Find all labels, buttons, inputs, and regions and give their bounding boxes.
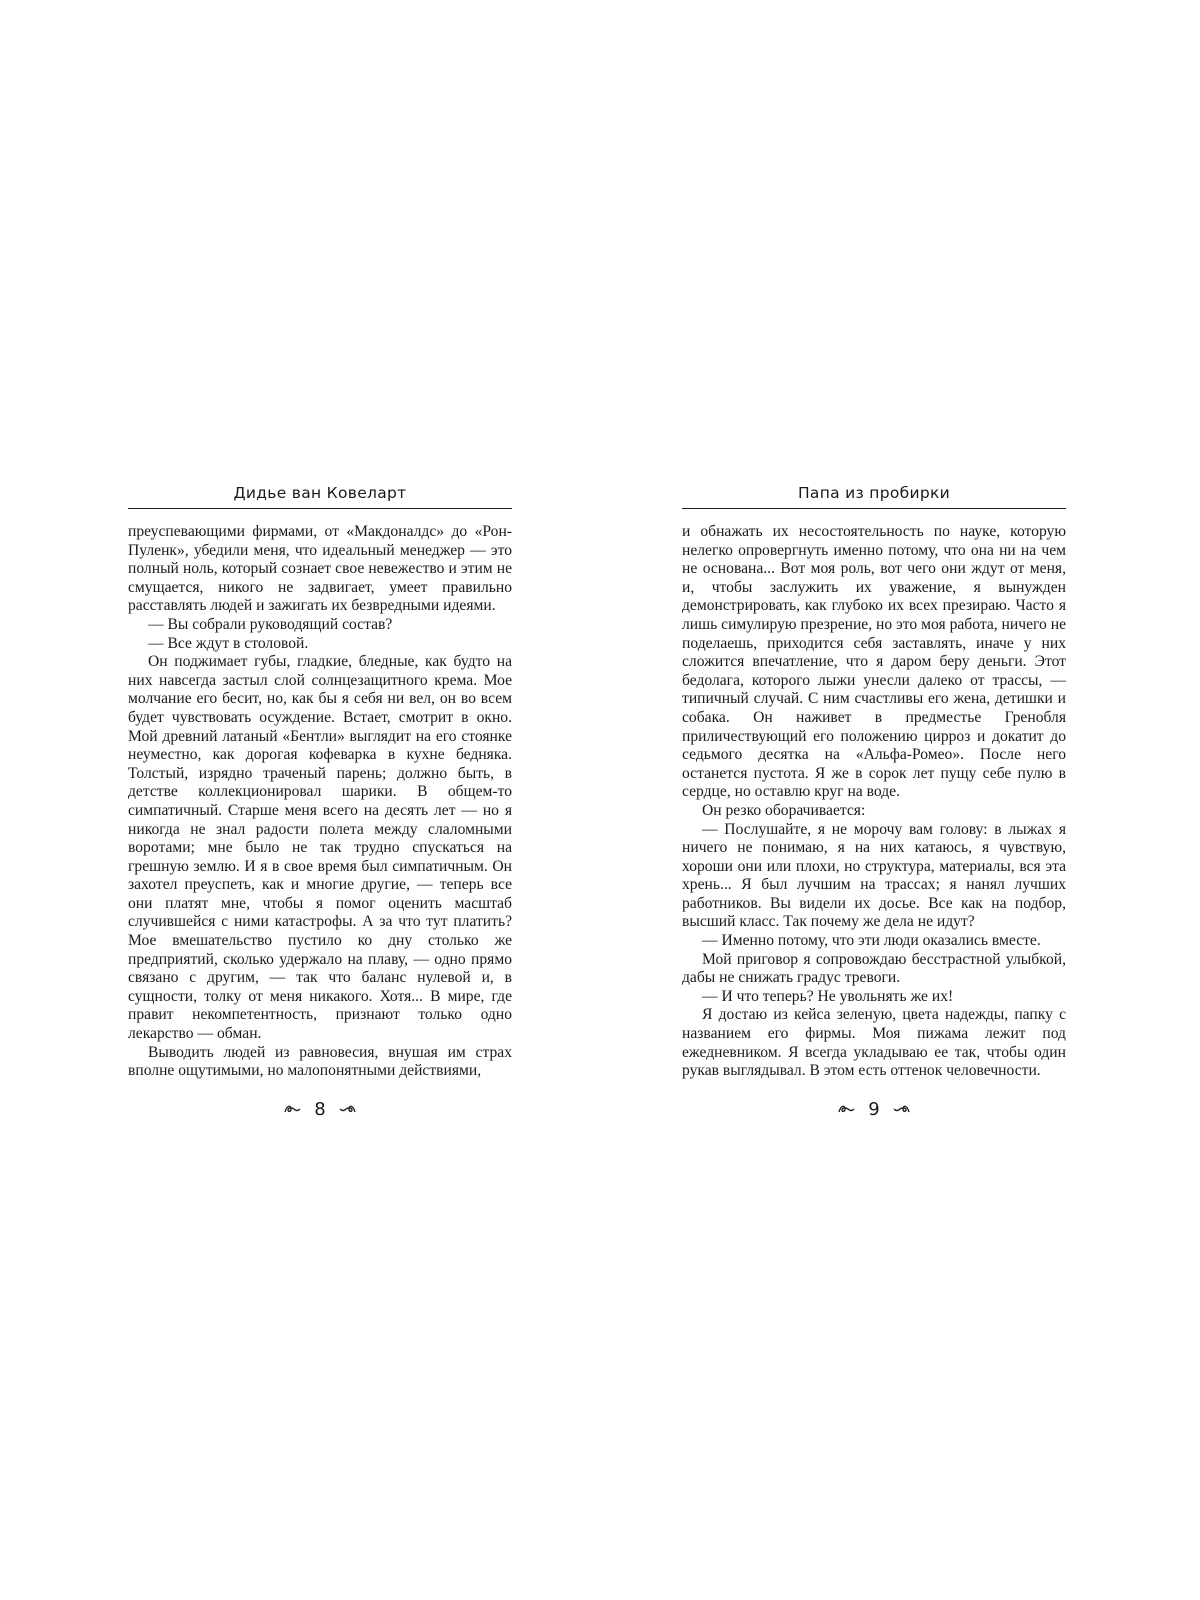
running-head-author: Дидье ван Ковеларт bbox=[233, 484, 407, 502]
page-body-text bbox=[682, 523, 1066, 1081]
paragraph: — И что теперь? Не увольнять же их! bbox=[702, 987, 954, 1005]
fleuron-left-icon bbox=[837, 1099, 855, 1121]
paragraph: Я достаю из кейса зеленую, цвета надежды, папку с названием его фирмы. Моя пижама лежит под ежедневником. Я всегда укладываю ее так, чтобы один рукав выглядывал. В этом есть оттенок человечности. bbox=[682, 1006, 1066, 1080]
paragraph: — Послушайте, я не морочу вам голову: в лыжах я ничего не понимаю, я на них катаюсь, я чувствую, хороши они или плохи, но структура, материалы, вся эта хрень... Я был лучшим на трассах; я нанял лучших работников. Вы видели их досье. Все как на подбор, высший класс. Так почему же дела не идут? bbox=[682, 820, 1066, 931]
paragraph: Мой приговор я сопровождаю бесстрастной улыбкой, дабы не снижать градус тревоги. bbox=[682, 950, 1066, 987]
page-body-text bbox=[128, 523, 512, 1081]
page-number: 9 bbox=[868, 1099, 880, 1120]
fleuron-right-icon bbox=[893, 1099, 911, 1121]
paragraph: Он поджимает губы, гладкие, бледные, как будто на них навсегда застыл слой солнцезащитного крема. Мое молчание его бесит, но, как бы я себя ни вел, он во всем будет чувствовать осуждение. Встает, смотрит в окно. Мой древний латаный «Бентли» выглядит на его стоянке неуместно, как дорогая кофеварка в кухне бедняка. Толстый, изрядно траченый парень; должно быть, в детстве коллекционировал шарики. В общем-то симпатичный. Старше меня всего на десять лет — но я никогда не знал радости полета между слаломными воротами; мне было не так трудно спускаться на грешную землю. И я в свое время был симпатичным. Он захотел преуспеть, как и многие другие, — теперь все они платят мне, чтобы я помог оценить масштаб случившейся с ними катастрофы. А за что тут платить? Мое вмешательство пустило ко дну столько же предприятий, сколько удержало на плаву, — одно прямо связано с другим, — так что баланс нулевой и, в сущности, толку от меня никакого. Хотя... В мире, где правит некомпетентность, признают только одно лекарство — обман. bbox=[128, 653, 512, 1043]
fleuron-left-icon bbox=[283, 1099, 301, 1121]
right-page bbox=[682, 483, 1066, 1120]
fleuron-right-icon bbox=[339, 1099, 357, 1121]
page-number: 8 bbox=[314, 1099, 326, 1120]
paragraph: преуспевающими фирмами, от «Макдоналдс» до «Рон-Пуленк», убедили меня, что идеальный менеджер — это полный ноль, который сознает свое невежество и этим не смущается, никого не задвигает, умеет правильно расставлять людей и зажигать их безвредными идеями. bbox=[128, 523, 512, 615]
page-number-footer bbox=[128, 1099, 512, 1121]
paragraph: — Вы собрали руководящий состав? bbox=[148, 615, 393, 633]
header-rule bbox=[682, 508, 1066, 509]
page-number-footer bbox=[682, 1099, 1066, 1121]
paragraph: и обнажать их несостоятельность по науке, которую нелегко опровергнуть именно потому, что она ни на чем не основана... Вот моя роль, вот чего они ждут от меня, и, чтобы заслужить их уважение, я вынужден демонстрировать, как глубоко их всех презираю. Часто я лишь симулирую презрение, но это моя работа, ничего не поделаешь, приходится себя заставлять, иначе у них сложится впечатление, что я даром беру деньги. Этот бедолага, которого лыжи унесли далеко от трассы, — типичный случай. С ним счастливы его жена, детишки и собака. Он наживет в предместье Гренобля приличествующий его положению цирроз и докатит до седьмого десятка на «Альфа-Ромео». После него останется пустота. Я же в сорок лет пущу себе пулю в сердце, но оставлю круг на воде. bbox=[682, 523, 1066, 801]
running-head-title: Папа из пробирки bbox=[797, 484, 951, 502]
paragraph: Он резко оборачивается: bbox=[702, 801, 866, 819]
left-page bbox=[128, 483, 512, 1120]
header-rule bbox=[128, 508, 512, 509]
paragraph: — Именно потому, что эти люди оказались вместе. bbox=[702, 932, 1041, 950]
paragraph: Выводить людей из равновесия, внушая им страх вполне ощутимыми, но малопонятными действиями, bbox=[128, 1043, 512, 1080]
paragraph: — Все ждут в столовой. bbox=[148, 634, 309, 652]
